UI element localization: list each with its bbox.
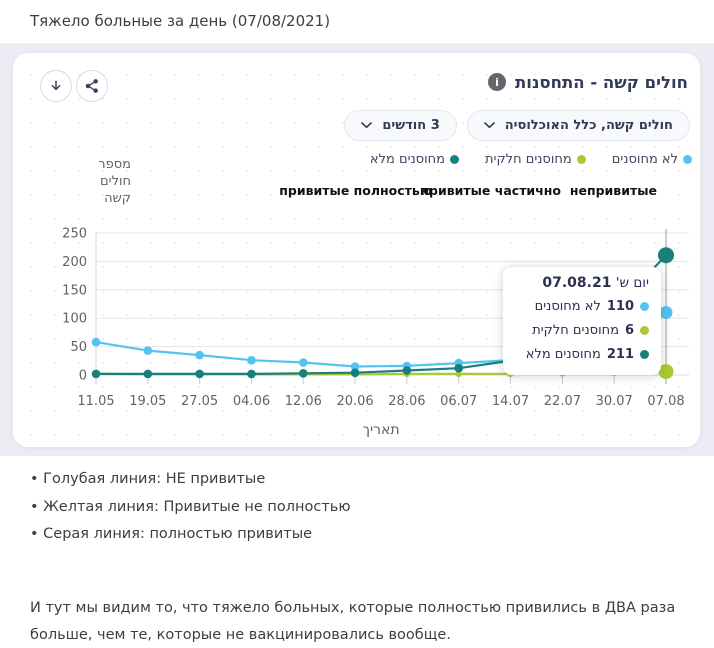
svg-text:11.05: 11.05	[77, 394, 115, 409]
post-header	[0, 0, 714, 43]
annotation-fully-vaccinated-ru: привитые полностью	[279, 183, 432, 198]
filter-population-label: חולים קשה, כלל האוכלוסיה	[504, 118, 673, 133]
svg-text:150: 150	[62, 283, 87, 299]
y-tick-labels	[62, 227, 87, 384]
svg-text:28.06: 28.06	[388, 394, 426, 409]
tooltip-row-partially-vaccinated	[515, 318, 649, 342]
note-gray-line: • Серая линия: полностью привитые	[30, 526, 313, 542]
svg-text:14.07: 14.07	[491, 394, 530, 409]
svg-text:12.06: 12.06	[284, 394, 322, 409]
x-axis-title: תאריך	[362, 422, 400, 438]
chart-card	[12, 52, 701, 448]
svg-text:27.05: 27.05	[180, 394, 219, 409]
page-title: Тяжело больные за день (07/08/2021)	[30, 12, 331, 30]
y-axis-title-line: קשה	[104, 191, 131, 206]
chart-title: חולים קשה - התחסנות	[515, 72, 688, 92]
chart-section-background	[0, 43, 714, 456]
svg-text:04.06: 04.06	[232, 394, 271, 409]
x-tick-marks	[96, 375, 666, 384]
tooltip-date	[515, 275, 649, 291]
svg-text:30.07: 30.07	[595, 394, 633, 409]
tooltip-dot-unvaccinated	[640, 302, 649, 311]
note-blue-line: • Голубая линия: НЕ привитые	[30, 471, 266, 487]
svg-text:22.07: 22.07	[543, 394, 582, 409]
svg-text:19.05: 19.05	[129, 394, 167, 409]
tooltip-label-unvaccinated: לא מחוסנים	[534, 298, 601, 314]
chart-plot[interactable]	[13, 53, 702, 449]
legend-label-partially-vaccinated: מחוסנים חלקית	[485, 152, 572, 167]
y-axis-title-line: מספר	[98, 157, 131, 172]
filter-period-label: 3 חודשים	[382, 118, 440, 133]
tooltip-value-fully-vaccinated: 211	[606, 346, 634, 362]
tooltip-day-label: יום ש'	[615, 275, 649, 291]
line-color-notes	[30, 466, 351, 549]
y-axis-title-line: חולים	[100, 174, 131, 189]
note-yellow-line: • Желтая линия: Привитые не полностью	[30, 498, 351, 515]
svg-text:200: 200	[62, 254, 87, 270]
chart-tooltip	[503, 267, 661, 375]
annotation-unvaccinated-ru: непривитые	[569, 183, 657, 198]
tooltip-value-unvaccinated: 110	[606, 298, 634, 314]
tooltip-value-partially-vaccinated: 6	[624, 322, 634, 338]
conclusion-text: И тут мы видим то, что тяжело больных, которые полностью привились в ДВА раза больше, чем те, которые не вакцинировались вообще.	[30, 600, 676, 643]
tooltip-date-value: 07.08.21	[542, 275, 612, 291]
svg-text:100: 100	[62, 311, 87, 327]
tooltip-row-unvaccinated	[515, 294, 649, 318]
legend-label-fully-vaccinated: מחוסנים מלא	[369, 152, 445, 167]
tooltip-dot-fully-vaccinated	[640, 350, 649, 359]
svg-text:06.07: 06.07	[440, 394, 478, 409]
svg-text:0: 0	[78, 368, 87, 384]
tooltip-label-partially-vaccinated: מחוסנים חלקית	[532, 322, 619, 338]
tooltip-label-fully-vaccinated: מחוסנים מלא	[525, 346, 601, 362]
svg-text:250: 250	[62, 226, 87, 242]
x-tick-labels	[77, 394, 684, 409]
annotation-partially-vaccinated-ru: привитые частично	[420, 183, 561, 198]
svg-text:20.06: 20.06	[336, 394, 374, 409]
svg-text:50: 50	[70, 340, 87, 356]
tooltip-dot-partially-vaccinated	[640, 326, 649, 335]
tooltip-row-fully-vaccinated	[515, 342, 649, 366]
legend-label-unvaccinated: לא מחוסנים	[611, 152, 678, 167]
svg-text:07.08: 07.08	[647, 394, 685, 409]
notes-section	[0, 456, 714, 648]
